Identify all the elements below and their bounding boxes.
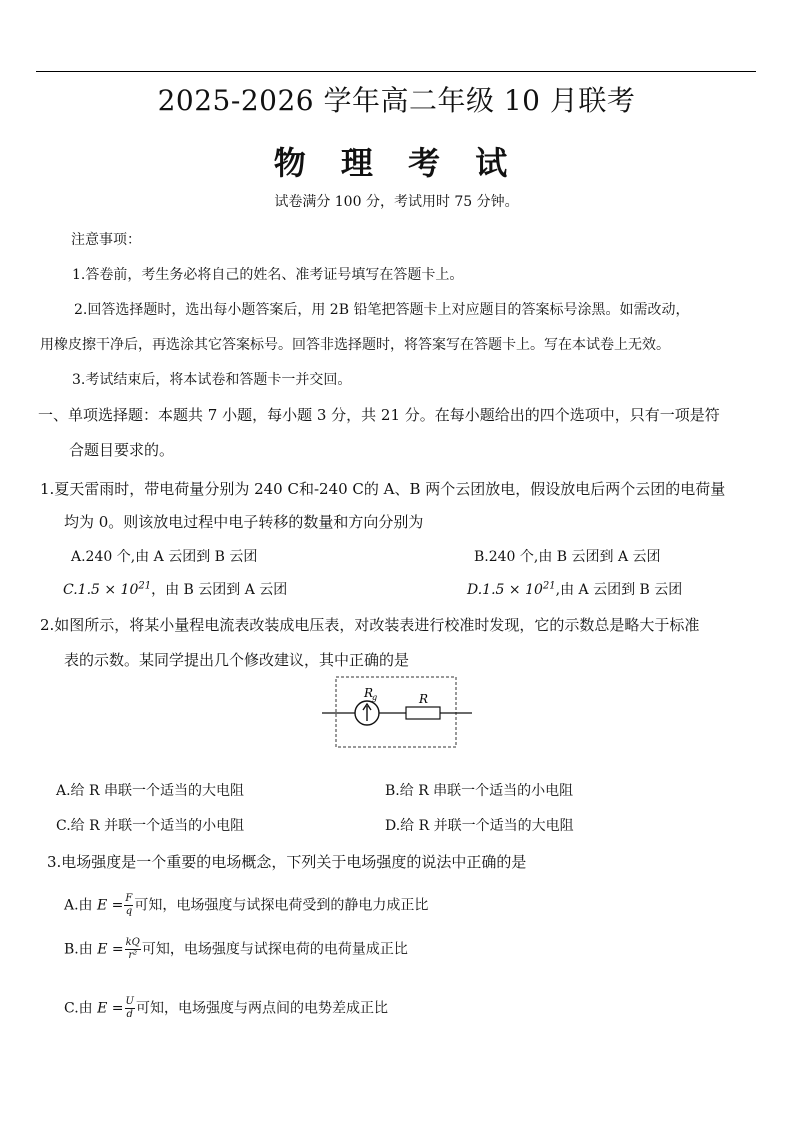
q1-option-d: $D.1.5 \times 10^{21}$,由 A 云团到 B 云团: [467, 580, 683, 598]
q1-option-b: B.240 个,由 B 云团到 A 云团: [474, 549, 661, 565]
notes-item-2-line-2: 用橡皮擦干净后，再选涂其它答案标号。回答非选择题时，将答案写在答题卡上。写在本试卷上无效。: [40, 337, 670, 353]
notes-item-2-line-1: 2.回答选择题时，选出每小题答案后，用 2B 铅笔把答题卡上对应题目的答案标号涂黑。如需改动，: [74, 302, 690, 318]
q1-stem-line-2: 均为 0。则该放电过程中电子转移的数量和方向分别为: [64, 513, 424, 531]
exam-title: 2025-2026 学年高二年级 10 月联考: [157, 84, 636, 117]
q1-option-c: $C.1.5 \times 10^{21}$，由 B 云团到 A 云团: [63, 580, 288, 598]
q3-option-b: B.由 E = $\frac{kQ}{\text{r²}}$ 可知，电场强度与试探电荷的电荷量成正比: [64, 937, 408, 961]
q2-stem-line-2: 表的示数。某同学提出几个修改建议，其中正确的是: [64, 651, 410, 669]
notes-item-1: 1.答卷前，考生务必将自己的姓名、准考证号填写在答题卡上。: [72, 267, 464, 283]
resistor-label: R: [419, 692, 429, 706]
q2-stem-line-1: 2.如图所示，将某小量程电流表改装成电压表，对改装表进行校准时发现，它的示数总是略大于标准: [40, 616, 700, 634]
section-heading-line-2: 合题目要求的。: [69, 441, 175, 459]
q3-stem: 3.电场强度是一个重要的电场概念，下列关于电场强度的说法中正确的是: [47, 853, 527, 871]
q3-option-a: A.由 E = $\frac{F}{q}$ 可知，电场强度与试探电荷受到的静电力成正比: [64, 893, 429, 917]
meter-subscript: g: [372, 693, 378, 702]
meter-label: R: [364, 686, 374, 700]
notes-heading: 注意事项：: [71, 232, 141, 248]
exam-info: 试卷满分 100 分，考试用时 75 分钟。: [274, 194, 519, 210]
q1-option-a: A.240 个,由 A 云团到 B 云团: [71, 549, 258, 565]
q2-option-b: B.给 R 串联一个适当的小电阻: [385, 783, 574, 799]
notes-item-3: 3.考试结束后，将本试卷和答题卡一并交回。: [72, 372, 352, 388]
resistor-symbol: [406, 707, 440, 719]
q2-option-d: D.给 R 并联一个适当的大电阻: [385, 818, 574, 834]
subject-title: 物 理 考 试: [273, 144, 520, 182]
q2-option-c: C.给 R 并联一个适当的小电阻: [56, 818, 245, 834]
section-heading-line-1: 一、单项选择题：本题共 7 小题，每小题 3 分，共 21 分。在每小题给出的四个选项中，只有一项是符: [38, 406, 720, 424]
q3-option-c: C.由 E = $\frac{U}{d}$ 可知，电场强度与两点间的电势差成正比: [64, 996, 388, 1020]
q2-option-a: A.给 R 串联一个适当的大电阻: [56, 783, 245, 799]
circuit-diagram: [320, 673, 476, 753]
header-rule: [36, 71, 756, 72]
q1-stem-line-1: 1.夏天雷雨时，带电荷量分别为 240 C和-240 C的 A、B 两个云团放电，假设放电后两个云团的电荷量: [40, 480, 726, 498]
